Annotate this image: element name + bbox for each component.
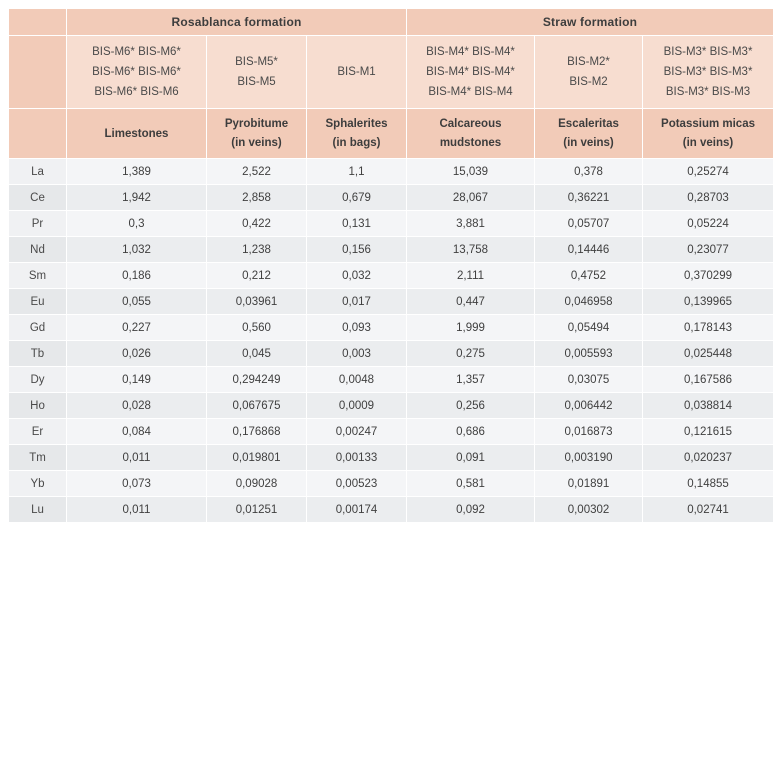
table-header	[9, 9, 774, 159]
table-cell: 0,003190	[535, 445, 643, 471]
table-cell: 0,139965	[643, 289, 774, 315]
table-row	[9, 419, 774, 445]
table-cell: 0,092	[407, 497, 535, 523]
table-cell: 0,03075	[535, 367, 643, 393]
table-row	[9, 367, 774, 393]
table-cell: 0,28703	[643, 185, 774, 211]
sample-code-rosablanca-m1: BIS-M1	[307, 36, 407, 109]
table-cell: 28,067	[407, 185, 535, 211]
row-label-element: Tb	[9, 341, 67, 367]
table-cell: 0,00302	[535, 497, 643, 523]
row-label-element: La	[9, 159, 67, 185]
table-cell: 0,046958	[535, 289, 643, 315]
table-cell: 0,14855	[643, 471, 774, 497]
table-cell: 0,011	[67, 445, 207, 471]
row-label-element: Pr	[9, 211, 67, 237]
header-corner-cell-3	[9, 109, 67, 159]
sample-code-rosablanca-m5: BIS-M5* BIS-M5	[207, 36, 307, 109]
table-row	[9, 393, 774, 419]
table-cell: 0,121615	[643, 419, 774, 445]
row-label-element: Er	[9, 419, 67, 445]
table-cell: 0,156	[307, 237, 407, 263]
row-label-element: Tm	[9, 445, 67, 471]
sample-name-sphalerites: Sphalerites (in bags)	[307, 109, 407, 159]
table-row	[9, 341, 774, 367]
table-cell: 1,999	[407, 315, 535, 341]
row-label-element: Eu	[9, 289, 67, 315]
sample-code-rosablanca-m6: BIS-M6* BIS-M6* BIS-M6* BIS-M6* BIS-M6* BIS-M6	[67, 36, 207, 109]
table-cell: 0,378	[535, 159, 643, 185]
table-cell: 0,581	[407, 471, 535, 497]
table-cell: 0,09028	[207, 471, 307, 497]
table-cell: 0,03961	[207, 289, 307, 315]
table-cell: 2,111	[407, 263, 535, 289]
row-label-element: Lu	[9, 497, 67, 523]
table-row	[9, 263, 774, 289]
table-cell: 0,00247	[307, 419, 407, 445]
table-cell: 0,019801	[207, 445, 307, 471]
table-cell: 0,149	[67, 367, 207, 393]
sample-name-calcareous-mudstones: Calcareous mudstones	[407, 109, 535, 159]
table-cell: 0,067675	[207, 393, 307, 419]
table-cell: 0,00174	[307, 497, 407, 523]
table-row	[9, 497, 774, 523]
table-cell: 0,370299	[643, 263, 774, 289]
table-cell: 0,294249	[207, 367, 307, 393]
table-cell: 1,238	[207, 237, 307, 263]
row-label-element: Ho	[9, 393, 67, 419]
table-cell: 0,176868	[207, 419, 307, 445]
sample-code-straw-m4: BIS-M4* BIS-M4* BIS-M4* BIS-M4* BIS-M4* BIS-M4	[407, 36, 535, 109]
table-row	[9, 471, 774, 497]
table-cell: 1,389	[67, 159, 207, 185]
table-cell: 1,942	[67, 185, 207, 211]
table-cell: 0,038814	[643, 393, 774, 419]
table-cell: 0,093	[307, 315, 407, 341]
row-label-element: Yb	[9, 471, 67, 497]
table-cell: 0,4752	[535, 263, 643, 289]
table-row	[9, 211, 774, 237]
table-cell: 0,026	[67, 341, 207, 367]
table-cell: 3,881	[407, 211, 535, 237]
table-cell: 0,447	[407, 289, 535, 315]
table-cell: 0,006442	[535, 393, 643, 419]
table-cell: 0,005593	[535, 341, 643, 367]
table-cell: 2,858	[207, 185, 307, 211]
table-cell: 0,212	[207, 263, 307, 289]
table-cell: 0,25274	[643, 159, 774, 185]
row-label-element: Ce	[9, 185, 67, 211]
table-row	[9, 289, 774, 315]
table-cell: 0,679	[307, 185, 407, 211]
table-cell: 0,256	[407, 393, 535, 419]
row-label-element: Gd	[9, 315, 67, 341]
table-row	[9, 159, 774, 185]
table-cell: 0,0009	[307, 393, 407, 419]
table-row	[9, 315, 774, 341]
table-cell: 0,084	[67, 419, 207, 445]
table-cell: 0,016873	[535, 419, 643, 445]
sample-code-straw-m3: BIS-M3* BIS-M3* BIS-M3* BIS-M3* BIS-M3* BIS-M3	[643, 36, 774, 109]
table-cell: 0,686	[407, 419, 535, 445]
table-body	[9, 159, 774, 523]
table-row	[9, 237, 774, 263]
table-row	[9, 445, 774, 471]
sample-name-potassium-micas: Potassium micas (in veins)	[643, 109, 774, 159]
table-cell: 0,36221	[535, 185, 643, 211]
table-cell: 0,00523	[307, 471, 407, 497]
row-label-element: Dy	[9, 367, 67, 393]
table-cell: 13,758	[407, 237, 535, 263]
sample-code-straw-m2: BIS-M2* BIS-M2	[535, 36, 643, 109]
table-cell: 1,1	[307, 159, 407, 185]
table-cell: 0,01251	[207, 497, 307, 523]
header-corner-cell-2	[9, 36, 67, 109]
table-cell: 0,00133	[307, 445, 407, 471]
header-row-formations	[9, 9, 774, 36]
table-cell: 0,017	[307, 289, 407, 315]
sample-name-limestones: Limestones	[67, 109, 207, 159]
row-label-element: Nd	[9, 237, 67, 263]
table-cell: 1,357	[407, 367, 535, 393]
table-cell: 0,073	[67, 471, 207, 497]
header-row-sample-names	[9, 109, 774, 159]
table-cell: 15,039	[407, 159, 535, 185]
table-cell: 0,275	[407, 341, 535, 367]
table-cell: 0,02741	[643, 497, 774, 523]
table-cell: 0,028	[67, 393, 207, 419]
sample-name-pyrobitume: Pyrobitume (in veins)	[207, 109, 307, 159]
sample-name-escaleritas: Escaleritas (in veins)	[535, 109, 643, 159]
table-cell: 0,055	[67, 289, 207, 315]
table-cell: 0,14446	[535, 237, 643, 263]
table-cell: 0,3	[67, 211, 207, 237]
table-cell: 0,560	[207, 315, 307, 341]
table-cell: 0,227	[67, 315, 207, 341]
table-cell: 0,422	[207, 211, 307, 237]
table-cell: 0,032	[307, 263, 407, 289]
table-row	[9, 185, 774, 211]
table-cell: 0,01891	[535, 471, 643, 497]
group-header-straw: Straw formation	[407, 9, 774, 36]
group-header-rosablanca: Rosablanca formation	[67, 9, 407, 36]
table-cell: 2,522	[207, 159, 307, 185]
table-cell: 0,05707	[535, 211, 643, 237]
table-cell: 0,178143	[643, 315, 774, 341]
table-cell: 0,003	[307, 341, 407, 367]
table-cell: 0,025448	[643, 341, 774, 367]
table-cell: 0,045	[207, 341, 307, 367]
table-cell: 0,020237	[643, 445, 774, 471]
header-row-sample-codes	[9, 36, 774, 109]
header-corner-cell	[9, 9, 67, 36]
table-cell: 0,131	[307, 211, 407, 237]
table-cell: 0,05224	[643, 211, 774, 237]
table-cell: 0,23077	[643, 237, 774, 263]
table-cell: 0,05494	[535, 315, 643, 341]
table-cell: 0,0048	[307, 367, 407, 393]
table-cell: 1,032	[67, 237, 207, 263]
table-cell: 0,091	[407, 445, 535, 471]
rare-earth-elements-table	[8, 8, 774, 523]
table-cell: 0,186	[67, 263, 207, 289]
table-cell: 0,167586	[643, 367, 774, 393]
row-label-element: Sm	[9, 263, 67, 289]
table-cell: 0,011	[67, 497, 207, 523]
